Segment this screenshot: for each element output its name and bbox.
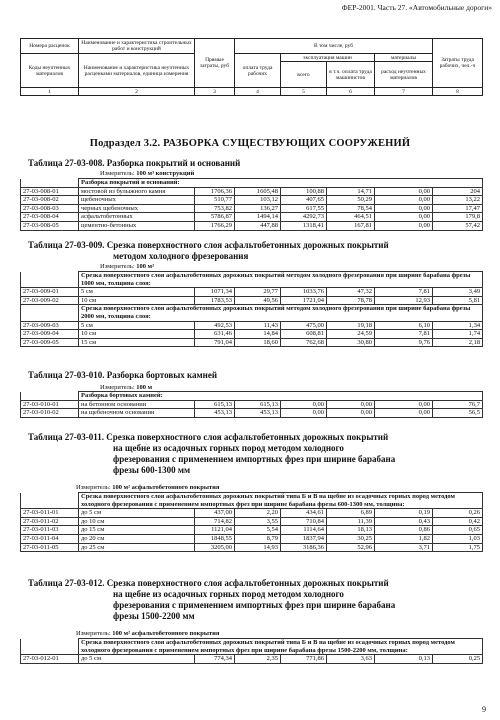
group-heading-row bbox=[21, 305, 483, 321]
header-column-number: 5 bbox=[281, 88, 327, 96]
table-row bbox=[21, 221, 483, 230]
rate-code: 27-03-010-01 bbox=[21, 400, 79, 409]
group-heading-row bbox=[21, 179, 483, 188]
cost-value: 5786,87 bbox=[195, 213, 235, 222]
cost-value: 437,00 bbox=[195, 509, 235, 518]
cost-value: 57,42 bbox=[433, 221, 483, 230]
cost-value: 100,88 bbox=[281, 187, 327, 196]
cost-value: 3,55 bbox=[235, 517, 281, 526]
measure-unit-label: Измеритель: bbox=[100, 263, 135, 270]
cost-value: 714,82 bbox=[195, 517, 235, 526]
group-heading-row bbox=[21, 392, 483, 401]
cost-value: 13,22 bbox=[433, 196, 483, 205]
rate-code: 27-03-008-01 bbox=[21, 187, 79, 196]
cost-value: 1,03 bbox=[433, 534, 483, 543]
cost-value: 17,47 bbox=[433, 204, 483, 213]
table-title bbox=[28, 370, 217, 381]
cost-value: 179,8 bbox=[433, 213, 483, 222]
cost-value: 24,59 bbox=[327, 330, 375, 339]
table-title-continuation: на щебне из осадочных горных пород методом холодного bbox=[113, 589, 344, 599]
cost-value: 2,35 bbox=[235, 655, 281, 664]
cost-value: 475,00 bbox=[281, 321, 327, 330]
table-row bbox=[21, 543, 483, 552]
rate-code: 27-03-008-04 bbox=[21, 213, 79, 222]
subsection-heading: Подраздел 3.2. РАЗБОРКА СУЩЕСТВУЮЩИХ СООРУЖЕНИЙ bbox=[89, 138, 411, 149]
rate-code: 27-03-008-02 bbox=[21, 196, 79, 205]
cost-value: 453,13 bbox=[195, 409, 235, 418]
group-heading: Разборка покрытий и оснований: bbox=[79, 179, 483, 188]
table-row bbox=[21, 288, 483, 297]
cost-value: 11,39 bbox=[327, 517, 375, 526]
measure-unit-label: Измеритель: bbox=[76, 484, 111, 491]
cost-value: 0,00 bbox=[375, 187, 433, 196]
rate-code: 27-03-011-01 bbox=[21, 509, 79, 518]
cost-value: 407,65 bbox=[281, 196, 327, 205]
cost-value: 204 bbox=[433, 187, 483, 196]
table-row bbox=[21, 196, 483, 205]
header-col2-top: Наименование и характеристика строительных работ и конструкций bbox=[79, 39, 195, 54]
group-heading: Срезка поверхностного слоя асфальтобетонных дорожных покрытий методом холодного фрезерования при ширине барабана фрезы 1000 мм, толщина слоя: bbox=[79, 272, 483, 288]
work-name: до 15 см bbox=[79, 526, 195, 535]
header-column-number: 1 bbox=[21, 88, 79, 96]
rates-table bbox=[20, 492, 483, 552]
rate-code: 27-03-010-02 bbox=[21, 409, 79, 418]
measure-unit-label: Измеритель: bbox=[76, 630, 111, 637]
cost-value: 52,96 bbox=[327, 543, 375, 552]
header-col6: в т.ч. оплата труда машинистов bbox=[327, 62, 375, 88]
group-heading: Срезка поверхностного слоя асфальтобетонных дорожных покрытий типа Б и В на щебне из осадочных горных пород методом холодного фрезерования с применением импортных фрез при ширине барабана фрезы 1500-2200 мм, толщина: bbox=[79, 639, 483, 655]
rates-table bbox=[20, 271, 483, 347]
cost-value: 1114,64 bbox=[281, 526, 327, 535]
cost-value: 7,81 bbox=[375, 330, 433, 339]
rate-code: 27-03-011-02 bbox=[21, 517, 79, 526]
cost-value: 1318,41 bbox=[281, 221, 327, 230]
table-row bbox=[21, 296, 483, 305]
cost-value: 19,18 bbox=[327, 321, 375, 330]
measure-unit bbox=[76, 630, 219, 637]
header-exploitation-label: эксплуатация машин bbox=[281, 54, 375, 62]
cost-value: 615,13 bbox=[195, 400, 235, 409]
cost-value: 49,56 bbox=[235, 296, 281, 305]
cost-value: 1721,04 bbox=[281, 296, 327, 305]
cost-value: 710,84 bbox=[281, 517, 327, 526]
rate-code: 27-03-009-01 bbox=[21, 288, 79, 297]
cost-value: 76,7 bbox=[433, 400, 483, 409]
header-col7: расход неучтенных материалов bbox=[375, 62, 433, 88]
cost-value: 1494,14 bbox=[235, 213, 281, 222]
cost-value: 47,32 bbox=[327, 288, 375, 297]
cost-value: 3186,36 bbox=[281, 543, 327, 552]
work-name: 10 см bbox=[79, 330, 195, 339]
table-row bbox=[21, 321, 483, 330]
cost-value: 615,13 bbox=[235, 400, 281, 409]
table-row bbox=[21, 655, 483, 664]
cost-value: 136,27 bbox=[235, 204, 281, 213]
header-column-number: 3 bbox=[195, 88, 235, 96]
cost-value: 9,76 bbox=[375, 338, 433, 347]
group-heading: Срезка поверхностного слоя асфальтобетонных дорожных покрытий типа Б и В на щебне из осадочных горных пород методом холодного фрезерования с применением импортных фрез при ширине барабана фрезы 600-1300 мм, толщина: bbox=[79, 493, 483, 509]
header-group-label: В том числе, руб bbox=[235, 39, 433, 54]
cost-value: 1,34 bbox=[433, 321, 483, 330]
table-row bbox=[21, 330, 483, 339]
work-name: на бетонном основании bbox=[79, 400, 195, 409]
table-title-continuation: фрезы 1500-2200 мм bbox=[113, 611, 195, 621]
header-col4: оплата труда рабочих bbox=[235, 54, 281, 88]
cost-value: 3,49 bbox=[433, 288, 483, 297]
work-name: 15 см bbox=[79, 338, 195, 347]
cost-value: 14,71 bbox=[327, 187, 375, 196]
cost-value: 8,79 bbox=[235, 534, 281, 543]
cost-value: 0,25 bbox=[433, 655, 483, 664]
cost-value: 447,88 bbox=[235, 221, 281, 230]
cost-value: 774,34 bbox=[195, 655, 235, 664]
measure-unit-label: Измеритель: bbox=[100, 170, 135, 177]
cost-value: 771,86 bbox=[281, 655, 327, 664]
cost-value: 617,55 bbox=[281, 204, 327, 213]
table-row bbox=[21, 409, 483, 418]
work-name: до 5 см bbox=[79, 655, 195, 664]
header-col8: Затраты труда рабочих, чел.-ч bbox=[433, 39, 483, 88]
cost-value: 1033,76 bbox=[281, 288, 327, 297]
work-name: асфальтобетонных bbox=[79, 213, 195, 222]
cost-value: 167,81 bbox=[327, 221, 375, 230]
cost-value: 1121,04 bbox=[195, 526, 235, 535]
rate-code: 27-03-011-03 bbox=[21, 526, 79, 535]
cost-value: 3,63 bbox=[327, 655, 375, 664]
header-column-number: 4 bbox=[235, 88, 281, 96]
cost-value: 492,53 bbox=[195, 321, 235, 330]
cost-value: 30,25 bbox=[327, 534, 375, 543]
work-name: щебеночных bbox=[79, 196, 195, 205]
cost-value: 0,00 bbox=[281, 409, 327, 418]
measure-unit bbox=[100, 263, 154, 270]
group-heading-spacer bbox=[21, 493, 79, 509]
cost-value: 453,13 bbox=[235, 409, 281, 418]
table-row bbox=[21, 338, 483, 347]
cost-value: 29,77 bbox=[235, 288, 281, 297]
measure-unit bbox=[76, 484, 219, 491]
rate-code: 27-03-011-04 bbox=[21, 534, 79, 543]
page-number: 9 bbox=[482, 705, 486, 714]
table-title-main: Таблица 27-03-009. Срезка поверхностного слоя асфальтобетонных дорожных покрытий bbox=[28, 240, 389, 250]
cost-value: 0,00 bbox=[375, 213, 433, 222]
work-name: цементно-бетонных bbox=[79, 221, 195, 230]
cost-value: 1848,55 bbox=[195, 534, 235, 543]
header-col2-bottom: Наименование и характеристика неучтенных расценками материалов, единица измерения bbox=[79, 54, 195, 88]
header-col1-top: Номера расценок bbox=[21, 39, 79, 54]
group-heading-spacer bbox=[21, 179, 79, 188]
cost-value: 1766,29 bbox=[195, 221, 235, 230]
work-name: 5 см bbox=[79, 288, 195, 297]
cost-value: 2,20 bbox=[235, 509, 281, 518]
measure-unit bbox=[100, 384, 152, 391]
header-materials-label: материалы bbox=[375, 54, 433, 62]
measure-unit-value: 100 м³ конструкций bbox=[134, 170, 195, 177]
cost-value: 1605,48 bbox=[235, 187, 281, 196]
cost-value: 0,00 bbox=[375, 196, 433, 205]
header-col5: всего bbox=[281, 62, 327, 88]
cost-value: 434,61 bbox=[281, 509, 327, 518]
cost-value: 3,71 bbox=[375, 543, 433, 552]
cost-value: 608,81 bbox=[281, 330, 327, 339]
rate-code: 27-03-012-01 bbox=[21, 655, 79, 664]
header-column-number: 7 bbox=[375, 88, 433, 96]
work-name: до 5 см bbox=[79, 509, 195, 518]
table-row bbox=[21, 204, 483, 213]
cost-value: 0,00 bbox=[281, 400, 327, 409]
cost-value: 0,26 bbox=[433, 509, 483, 518]
cost-value: 1706,36 bbox=[195, 187, 235, 196]
cost-value: 6,89 bbox=[327, 509, 375, 518]
cost-value: 0,65 bbox=[433, 526, 483, 535]
work-name: черных щебеночных bbox=[79, 204, 195, 213]
cost-value: 12,93 bbox=[375, 296, 433, 305]
table-title-main: Таблица 27-03-011. Срезка поверхностного слоя асфальтобетонных дорожных покрытий bbox=[28, 432, 389, 442]
cost-value: 631,46 bbox=[195, 330, 235, 339]
rates-table bbox=[20, 638, 483, 664]
rate-code: 27-03-008-05 bbox=[21, 221, 79, 230]
work-name: 5 см bbox=[79, 321, 195, 330]
header-column-number: 8 bbox=[433, 88, 483, 96]
table-title-continuation: методом холодного фрезерования bbox=[113, 251, 249, 261]
measure-unit-value: 100 м² асфальтобетонного покрытия bbox=[110, 484, 220, 491]
cost-value: 78,78 bbox=[327, 296, 375, 305]
cost-value: 791,04 bbox=[195, 338, 235, 347]
cost-value: 1837,94 bbox=[281, 534, 327, 543]
cost-value: 0,43 bbox=[375, 517, 433, 526]
table-title-main: Таблица 27-03-010. Разборка бортовых камней bbox=[28, 370, 218, 380]
cost-value: 0,00 bbox=[375, 409, 433, 418]
table-title-main: Таблица 27-03-008. Разборка покрытий и оснований bbox=[28, 158, 241, 168]
rates-table bbox=[20, 178, 483, 231]
cost-value: 2,18 bbox=[433, 338, 483, 347]
group-heading-row bbox=[21, 493, 483, 509]
table-title bbox=[28, 432, 395, 476]
rate-code: 27-03-008-03 bbox=[21, 204, 79, 213]
cost-value: 1,82 bbox=[375, 534, 433, 543]
measure-unit-value: 100 м bbox=[134, 384, 153, 391]
cost-value: 103,12 bbox=[235, 196, 281, 205]
cost-value: 78,54 bbox=[327, 204, 375, 213]
cost-value: 1071,34 bbox=[195, 288, 235, 297]
rate-code: 27-03-009-03 bbox=[21, 321, 79, 330]
cost-value: 0,00 bbox=[375, 204, 433, 213]
cost-value: 0,13 bbox=[375, 655, 433, 664]
rate-code: 27-03-011-05 bbox=[21, 543, 79, 552]
cost-value: 762,68 bbox=[281, 338, 327, 347]
measure-unit-value: 100 м² асфальтобетонного покрытия bbox=[110, 630, 220, 637]
cost-value: 6,10 bbox=[375, 321, 433, 330]
cost-value: 0,00 bbox=[327, 400, 375, 409]
work-name: до 25 см bbox=[79, 543, 195, 552]
work-name: мостовой из булыжного камня bbox=[79, 187, 195, 196]
work-name: 10 см bbox=[79, 296, 195, 305]
group-heading-spacer bbox=[21, 272, 79, 288]
rates-table bbox=[20, 391, 483, 418]
rate-code: 27-03-009-04 bbox=[21, 330, 79, 339]
table-row bbox=[21, 517, 483, 526]
group-heading-row bbox=[21, 639, 483, 655]
header-column-number: 6 bbox=[327, 88, 375, 96]
table-row bbox=[21, 534, 483, 543]
group-heading-spacer bbox=[21, 392, 79, 401]
cost-value: 1783,53 bbox=[195, 296, 235, 305]
header-col3: Прямые затраты, руб bbox=[195, 39, 235, 88]
table-title bbox=[28, 578, 395, 622]
table-title-continuation: на щебне из осадочных горных пород методом холодного bbox=[113, 443, 344, 453]
table-title-continuation: фрезерования с применением импортных фрез при ширине барабана bbox=[113, 454, 396, 464]
cost-value: 56,5 bbox=[433, 409, 483, 418]
group-heading-row bbox=[21, 272, 483, 288]
cost-value: 510,77 bbox=[195, 196, 235, 205]
work-name: до 20 см bbox=[79, 534, 195, 543]
table-row bbox=[21, 400, 483, 409]
cost-value: 30,80 bbox=[327, 338, 375, 347]
work-name: на щебеночном основании bbox=[79, 409, 195, 418]
cost-value: 1,74 bbox=[433, 330, 483, 339]
group-heading-spacer bbox=[21, 305, 79, 321]
table-row bbox=[21, 526, 483, 535]
cost-value: 0,00 bbox=[375, 221, 433, 230]
work-name: до 10 см bbox=[79, 517, 195, 526]
cost-value: 464,51 bbox=[327, 213, 375, 222]
cost-value: 5,81 bbox=[433, 296, 483, 305]
table-title-main: Таблица 27-03-012. Срезка поверхностного слоя асфальтобетонных дорожных покрытий bbox=[28, 578, 389, 588]
table-title-continuation: фрезерования с применением импортных фрез при ширине барабана bbox=[113, 600, 396, 610]
cost-value: 1,75 bbox=[433, 543, 483, 552]
group-heading: Разборка бортовых камней: bbox=[79, 392, 483, 401]
measure-unit-label: Измеритель: bbox=[100, 384, 135, 391]
cost-value: 0,86 bbox=[375, 526, 433, 535]
table-row bbox=[21, 509, 483, 518]
cost-value: 3205,00 bbox=[195, 543, 235, 552]
cost-value: 0,19 bbox=[375, 509, 433, 518]
header-col1-bottom: Коды неучтенных материалов bbox=[21, 54, 79, 88]
cost-value: 18,13 bbox=[327, 526, 375, 535]
table-title bbox=[28, 240, 389, 262]
cost-value: 4292,73 bbox=[281, 213, 327, 222]
cost-value: 7,81 bbox=[375, 288, 433, 297]
cost-value: 11,43 bbox=[235, 321, 281, 330]
group-heading-spacer bbox=[21, 639, 79, 655]
table-row bbox=[21, 213, 483, 222]
cost-value: 18,60 bbox=[235, 338, 281, 347]
cost-value: 0,00 bbox=[375, 400, 433, 409]
cost-value: 14,93 bbox=[235, 543, 281, 552]
cost-value: 0,42 bbox=[433, 517, 483, 526]
rate-code: 27-03-009-05 bbox=[21, 338, 79, 347]
column-header-table bbox=[20, 38, 483, 96]
group-heading: Срезка поверхностного слоя асфальтобетонных дорожных покрытий методом холодного фрезерования при ширине барабана фрезы 2000 мм, толщина слоя: bbox=[79, 305, 483, 321]
cost-value: 14,84 bbox=[235, 330, 281, 339]
cost-value: 0,00 bbox=[327, 409, 375, 418]
cost-value: 50,29 bbox=[327, 196, 375, 205]
running-head: ФЕР-2001. Часть 27. «Автомобильные дороги» bbox=[341, 3, 492, 12]
cost-value: 5,54 bbox=[235, 526, 281, 535]
rate-code: 27-03-009-02 bbox=[21, 296, 79, 305]
measure-unit bbox=[100, 170, 194, 177]
table-row bbox=[21, 187, 483, 196]
table-title bbox=[28, 158, 240, 169]
cost-value: 753,82 bbox=[195, 204, 235, 213]
header-column-number: 2 bbox=[79, 88, 195, 96]
table-title-continuation: фрезы 600-1300 мм bbox=[113, 465, 191, 475]
measure-unit-value: 100 м² bbox=[134, 263, 155, 270]
